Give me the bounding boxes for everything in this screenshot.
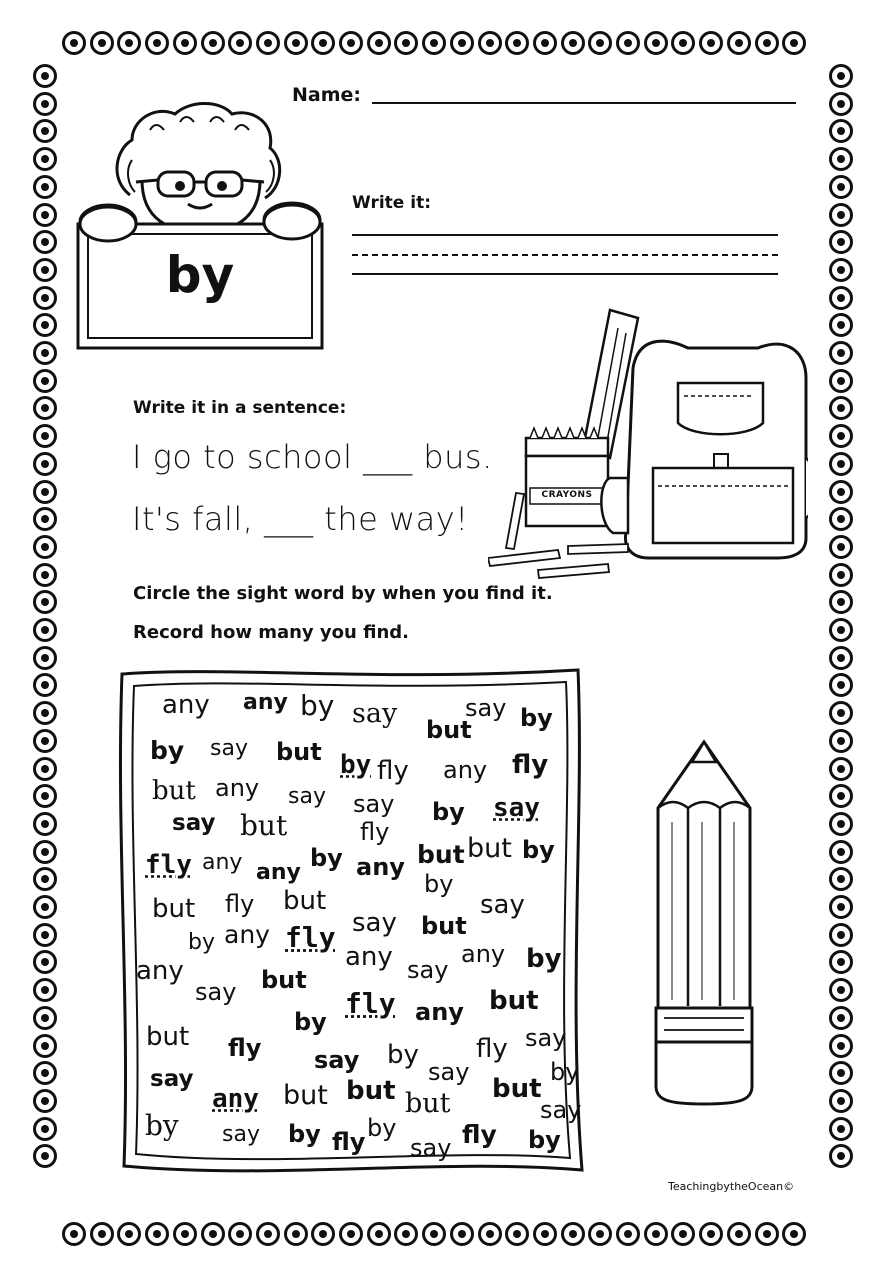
word-search-word[interactable]: say [353,790,395,818]
border-dot [33,867,57,891]
word-search-word[interactable]: any [415,998,464,1026]
border-dot [33,784,57,808]
word-search-word[interactable]: by [188,930,215,955]
word-search-word[interactable]: by [424,870,454,898]
word-search-word[interactable]: say [540,1096,582,1124]
border-dot [394,1222,418,1246]
name-field[interactable] [372,102,796,104]
border-dot [33,396,57,420]
word-search-word[interactable]: any [256,860,301,885]
school-supplies-illustration [488,308,808,580]
border-dot [829,1034,853,1058]
border-dot [829,147,853,171]
word-search-word[interactable]: fly [345,987,396,1020]
word-search-word[interactable]: say [288,784,326,809]
word-search-word[interactable]: by [310,844,343,872]
border-dot [829,507,853,531]
write-it-top-line [352,234,778,236]
word-search-word[interactable]: but [276,738,322,766]
border-dot [33,590,57,614]
word-search-word[interactable]: say [428,1058,470,1086]
border-dot [201,31,225,55]
border-dot [588,1222,612,1246]
border-dot [829,757,853,781]
border-dot [33,480,57,504]
border-dot [533,31,557,55]
border-dot [829,1089,853,1113]
border-dot [173,31,197,55]
border-dot [33,230,57,254]
border-dot [829,590,853,614]
border-dot [478,31,502,55]
border-dot [33,258,57,282]
word-search-word[interactable]: any [162,690,210,720]
border-dot [829,701,853,725]
border-dot [62,31,86,55]
border-dot [33,923,57,947]
word-search-word[interactable]: by [340,750,372,780]
word-search-word[interactable]: but [426,716,472,744]
border-dot [33,147,57,171]
border-dot [671,1222,695,1246]
border-dot [33,563,57,587]
border-dot [561,1222,585,1246]
border-dot [33,452,57,476]
name-label: Name: [292,84,362,106]
sentence-1: I go to school ___ bus. [132,438,493,476]
border-dot [33,535,57,559]
border-dot [33,341,57,365]
border-dot [256,1222,280,1246]
word-search-word[interactable]: say [407,956,449,984]
word-search-word[interactable]: fly [360,818,390,846]
border-dot [367,31,391,55]
word-search-word[interactable]: by [367,1114,397,1142]
word-search-word[interactable]: but [492,1074,542,1104]
border-dot [33,424,57,448]
word-search-word[interactable]: by [288,1120,321,1148]
border-dot [829,867,853,891]
border-dot [394,31,418,55]
word-search-word[interactable]: any [461,940,506,968]
border-dot [561,31,585,55]
border-dot [829,286,853,310]
word-search-word[interactable]: but [261,966,307,994]
word-search-word[interactable]: any [345,942,393,972]
border-dot [829,258,853,282]
border-dot [782,31,806,55]
word-search-word[interactable]: but [283,1080,328,1111]
word-search-word[interactable]: but [489,986,539,1016]
border-dot [505,1222,529,1246]
border-dot [311,1222,335,1246]
border-dot [33,895,57,919]
word-search-word[interactable]: by [522,836,555,864]
word-search-word[interactable]: say [465,694,507,722]
word-search-word[interactable]: any [136,956,184,986]
border-dot [829,1117,853,1141]
word-search-word[interactable]: but [417,840,465,869]
instruction-circle: Circle the sight word by when you find it. [133,583,553,604]
border-dot [727,1222,751,1246]
border-dot [33,1006,57,1030]
border-dot [829,535,853,559]
border-dot [117,31,141,55]
word-search-word[interactable]: say [525,1024,567,1052]
write-it-label: Write it: [352,193,431,213]
word-search-word[interactable]: fly [225,890,255,918]
word-search-word[interactable]: say [150,1066,194,1092]
border-dot [33,369,57,393]
word-search-word[interactable]: by [145,1109,179,1142]
word-search-word[interactable]: fly [476,1034,508,1064]
border-dot [33,950,57,974]
border-dot [33,618,57,642]
border-dot [727,31,751,55]
border-dot [33,286,57,310]
border-dot [782,1222,806,1246]
sentence-section-label: Write it in a sentence: [133,398,347,418]
border-dot [173,1222,197,1246]
border-dot [339,31,363,55]
crayon-box-label: CRAYONS [541,490,593,500]
border-dot [33,175,57,199]
border-dot [829,618,853,642]
border-dot [422,31,446,55]
border-dot [284,31,308,55]
border-dot [90,1222,114,1246]
word-search-word[interactable]: but [152,894,196,924]
border-dot [201,1222,225,1246]
border-dot [829,230,853,254]
border-dot [33,673,57,697]
border-dot [644,1222,668,1246]
border-dot [33,64,57,88]
write-it-mid-line [352,254,778,256]
border-dot [505,31,529,55]
word-search-word[interactable]: but [421,912,467,940]
border-dot [33,729,57,753]
border-dot [33,119,57,143]
border-dot [33,757,57,781]
border-dot [755,31,779,55]
word-search-word[interactable]: say [222,1122,260,1147]
border-dot [450,1222,474,1246]
border-dot [829,673,853,697]
border-dot [33,1034,57,1058]
border-dot [829,1061,853,1085]
border-dot [33,840,57,864]
border-dot [33,1061,57,1085]
border-dot [533,1222,557,1246]
word-search-word[interactable]: by [387,1040,419,1070]
sight-word-sign-text: by [165,246,235,304]
word-search-word[interactable]: say [195,978,237,1006]
border-dot [829,119,853,143]
word-search-word[interactable]: any [212,1084,259,1114]
border-dot [829,1006,853,1030]
word-search-word[interactable]: say [480,890,525,920]
border-dot [829,341,853,365]
border-dot [829,396,853,420]
border-dot [33,1117,57,1141]
word-search-word[interactable]: but [146,1022,190,1052]
border-dot [829,175,853,199]
word-search-word[interactable]: any [202,850,243,875]
word-search-word[interactable]: fly [145,850,192,880]
border-dot [829,784,853,808]
border-dot [829,646,853,670]
boy-holding-sign-illustration [70,100,332,352]
border-dot [616,1222,640,1246]
border-dot [829,1144,853,1168]
border-dot [671,31,695,55]
word-search-word[interactable]: say [210,736,248,761]
footer-credit: TeachingbytheOcean© [668,1180,795,1193]
word-search-word[interactable]: by [550,1058,580,1086]
border-dot [33,507,57,531]
instruction-record: Record how many you find. [133,622,409,643]
word-search-word[interactable]: fly [228,1034,262,1062]
word-search-word[interactable]: by [528,1126,561,1154]
border-dot [644,31,668,55]
border-dot [90,31,114,55]
word-search-word[interactable]: say [410,1134,452,1162]
border-dot [829,92,853,116]
word-search-word[interactable]: by [300,689,335,722]
word-search-word[interactable]: but [240,809,288,842]
border-dot [829,452,853,476]
border-dot [699,1222,723,1246]
border-dot [588,31,612,55]
border-dot [829,978,853,1002]
word-search-word[interactable]: fly [377,756,409,786]
word-search-word[interactable]: by [294,1008,327,1036]
border-dot [256,31,280,55]
border-dot [228,31,252,55]
border-dot [117,1222,141,1246]
border-dot [478,1222,502,1246]
border-dot [33,646,57,670]
border-dot [829,950,853,974]
word-search-word[interactable]: say [352,908,397,938]
border-dot [829,424,853,448]
border-dot [699,31,723,55]
border-dot [33,978,57,1002]
word-search-word[interactable]: say [352,698,398,729]
word-search-word[interactable]: any [224,920,270,949]
word-search-word[interactable]: any [443,756,488,784]
border-dot [145,31,169,55]
word-search-word[interactable]: say [314,1046,360,1074]
border-dot [228,1222,252,1246]
word-search-word[interactable]: but [346,1076,396,1106]
word-search-word[interactable]: fly [462,1120,497,1149]
word-search-word[interactable]: by [432,798,465,826]
border-dot [829,895,853,919]
border-dot [755,1222,779,1246]
pencil-illustration [650,738,758,1108]
border-dot [33,313,57,337]
border-dot [33,701,57,725]
word-search-word[interactable]: say [493,793,540,823]
border-dot [829,563,853,587]
border-dot [339,1222,363,1246]
word-search-word[interactable]: by [150,736,185,765]
border-dot [829,812,853,836]
border-dot [33,203,57,227]
word-search-word[interactable]: any [243,690,288,715]
word-search-word[interactable]: any [215,774,260,802]
sentence-2: It's fall, ___ the way! [132,500,469,538]
word-search-word[interactable]: fly [332,1128,366,1156]
word-search-word[interactable]: fly [285,921,336,954]
border-dot [829,480,853,504]
border-dot [62,1222,86,1246]
border-dot [33,1089,57,1113]
border-dot [829,313,853,337]
border-dot [311,31,335,55]
border-dot [829,203,853,227]
border-dot [450,31,474,55]
border-dot [284,1222,308,1246]
border-dot [616,31,640,55]
write-it-field[interactable] [352,273,778,275]
word-search-word[interactable]: but [283,886,327,916]
word-search-word[interactable]: fly [512,750,549,780]
border-dot [422,1222,446,1246]
border-dot [33,1144,57,1168]
word-search-word[interactable]: by [526,944,562,974]
border-dot [367,1222,391,1246]
border-dot [33,812,57,836]
border-dot [33,92,57,116]
border-dot [829,64,853,88]
word-search-word[interactable]: any [356,853,405,881]
border-dot [829,840,853,864]
border-dot [829,369,853,393]
word-search-word[interactable]: but [405,1088,451,1119]
word-search-word[interactable]: but [152,776,196,806]
word-search-word[interactable]: but [467,833,512,864]
border-dot [145,1222,169,1246]
border-dot [829,923,853,947]
word-search-word[interactable]: say [172,810,216,836]
border-dot [829,729,853,753]
word-search-word[interactable]: by [520,704,553,732]
